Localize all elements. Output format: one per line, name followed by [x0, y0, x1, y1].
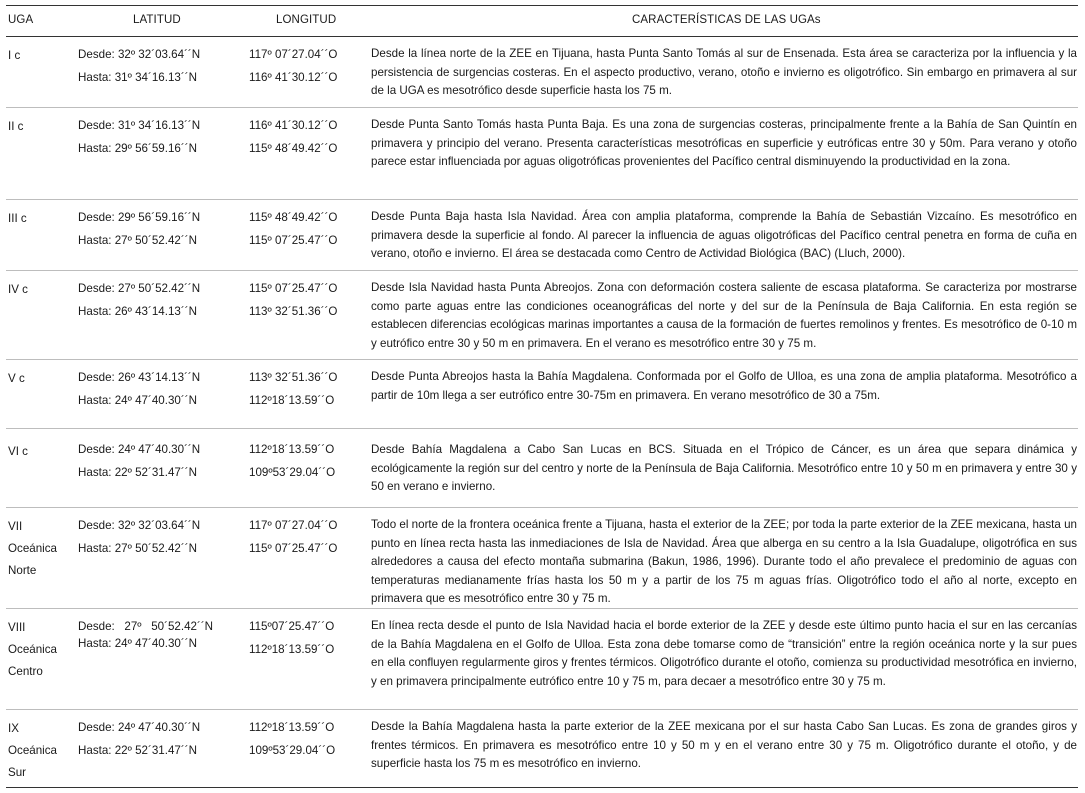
lat-desde: Desde: 27º 50´52.42´´N [78, 620, 214, 633]
lat-desde: Desde: 26º 43´14.13´´N [78, 371, 201, 384]
lon-desde: 113º 32´51.36´´O [249, 371, 338, 384]
lon-desde: 115º 48´49.42´´O [249, 211, 338, 224]
latitud-cell [78, 517, 200, 563]
lon-desde: 112º18´13.59´´O [249, 721, 335, 734]
lat-desde: Desde: 32º 32´03.64´´N [78, 48, 201, 61]
description: Desde Punta Abreojos hasta la Bahía Magdalena. Conformada por el Golfo de Ulloa, es una zona de amplia plataforma. Mesotrófico a partir de 10m llega a ser eutrófico entre 30-75m en primavera. En verano mesotrófico de 30 a 75m. [371, 370, 1077, 402]
uga-id: IV c [8, 283, 28, 296]
table-row [6, 609, 1078, 710]
table-row [6, 360, 1078, 429]
table-row [6, 108, 1078, 200]
uga-id: III c [8, 212, 27, 225]
header-latitud: LATITUD [133, 14, 181, 26]
longitud-cell [249, 369, 337, 415]
latitud-cell [78, 117, 200, 163]
lon-desde: 112º18´13.59´´O [249, 443, 335, 456]
header-caracteristicas: CARACTERÍSTICAS DE LAS UGAs [632, 14, 821, 26]
lon-hasta: 109º53´29.04´´O [249, 744, 336, 757]
lat-hasta: Hasta: 29º 56´59.16´´N [78, 142, 197, 155]
lat-hasta: Hasta: 26º 43´14.13´´N [78, 305, 197, 318]
uga-id: I c [8, 49, 21, 62]
lat-hasta: Hasta: 27º 50´52.42´´N [78, 542, 197, 555]
lon-hasta: 116º 41´30.12´´O [249, 71, 338, 84]
latitud-cell [78, 280, 200, 326]
longitud-cell [249, 117, 337, 163]
lat-hasta: Hasta: 24º 47´40.30´´N [78, 394, 197, 407]
description: Desde la Bahía Magdalena hasta la parte exterior de la ZEE mexicana por el sur hasta Cabo San Lucas. Es zona de grandes giros y frentes térmicos. En primavera es mesotrófico entre 10 y 50 m y en el verano entre 30 y 75 m. Oligotrófico durante el otoño, y de superficie hasta los 75 m es mesotrófico en invierno. [371, 720, 1077, 771]
longitud-cell [249, 46, 337, 92]
lon-desde: 115º07´25.47´´O [249, 620, 335, 633]
table-row [6, 200, 1078, 271]
description: Desde Bahía Magdalena a Cabo San Lucas en BCS. Situada en el Trópico de Cáncer, es un área que separa dinámica y ecológicamente la región sur del centro y norte de la Península de Baja California. Mesotrófico entre 10 y 50 m en primavera y entre 30 y 50 en verano e invierno. [371, 443, 1077, 494]
uga-id: VI c [8, 445, 28, 458]
latitud-cell [78, 618, 213, 658]
lon-hasta: 112º18´13.59´´O [249, 394, 335, 407]
lon-hasta: 109º53´29.04´´O [249, 466, 336, 479]
header-longitud: LONGITUD [276, 14, 337, 26]
lat-desde: Desde: 27º 50´52.42´´N [78, 282, 201, 295]
latitud-cell [78, 46, 200, 92]
longitud-cell [249, 517, 337, 563]
latitud-cell [78, 209, 200, 255]
uga-id: II c [8, 120, 24, 133]
lon-desde: 115º 07´25.47´´O [249, 282, 338, 295]
table-row [6, 37, 1078, 108]
latitud-cell [78, 719, 200, 765]
table-row [6, 508, 1078, 609]
longitud-cell [249, 441, 335, 487]
latitud-cell [78, 441, 200, 487]
description: Todo el norte de la frontera oceánica frente a Tijuana, hasta el exterior de la ZEE; por toda la parte exterior de la ZEE mexicana, hasta un punto en línea recta hasta las inmediaciones de Isla de Navidad. Área que alberga en su centro a la Isla Guadalupe, oligotrófica en sus alrededores a causa del efecto montaña submarina (Bakun, 1986, 1996). Durante todo el año prevalece el predominio de aguas con temperaturas medianamente frías hasta los 50 m y a partir de los 75 m aguas frías. Oligotrófico todo el año al norte, excepto en primavera que es mesotrófico entre 30 y 75 m. [371, 518, 1077, 606]
lat-hasta: Hasta: 22º 52´31.47´´N [78, 744, 197, 757]
lon-desde: 117º 07´27.04´´O [249, 48, 338, 61]
description: En línea recta desde el punto de Isla Navidad hacia el borde exterior de la ZEE y desde este último punto hacia el sur en las cercanías de la Bahía Magdalena en el Golfo de Ulloa. Esta zona debe tomarse como de “transición” entre la región oceánica norte y la sur pues en ella confluyen regularmente giros y frentes térmicos. Oligotrófico durante el otoño, comienza su productividad mesotrófica en invierno, y en primavera principalmente eutrófico entre 10 y 75 m, para decaer a mesotrófico entre 30 y 75 m. [371, 619, 1077, 688]
lon-desde: 117º 07´27.04´´O [249, 519, 338, 532]
lon-hasta: 115º 07´25.47´´O [249, 542, 338, 555]
latitud-cell [78, 369, 200, 415]
description: Desde Isla Navidad hasta Punta Abreojos. Zona con deformación costera saliente de escasa plataforma. Se caracteriza por mostrarse como parte aguas entre las condiciones oceanográficas del norte y del sur de la Península de Baja California. En esta región se establecen diferencias ecológicas marinas importantes a causa de la formación de fuertes remolinos y frentes. Es mesotrófico de 0-10 m y eutrófico entre 30 y 50 m en primavera. En el verano es mesotrófico entre 30 y 75 m. [371, 281, 1077, 350]
description: Desde la línea norte de la ZEE en Tijuana, hasta Punta Santo Tomás al sur de Ensenada. Esta área se caracteriza por la influencia y la persistencia de surgencias costeras. En el aspecto productivo, verano, otoño e invierno es oligotrófico. Sin embargo en primavera al sur de la UGA es mesotrófico desde superficie hasta los 75 m. [371, 47, 1077, 98]
uga-id: VII Oceánica Norte [8, 520, 57, 577]
table-row [6, 429, 1078, 508]
lon-desde: 116º 41´30.12´´O [249, 119, 338, 132]
lat-hasta: Hasta: 27º 50´52.42´´N [78, 234, 197, 247]
longitud-cell [249, 280, 337, 326]
longitud-cell [249, 618, 334, 664]
lon-hasta: 115º 48´49.42´´O [249, 142, 338, 155]
lat-hasta: Hasta: 22º 52´31.47´´N [78, 466, 197, 479]
longitud-cell [249, 719, 335, 765]
description: Desde Punta Santo Tomás hasta Punta Baja. Es una zona de surgencias costeras, principalmente frente a la Bahía de San Quintín en primavera y principio del verano. Presenta características mesotróficas en superficie y eutróficas entre 30 y 50m. Para verano y otoño parece estar influenciada por aguas oligotróficas provenientes del Pacífico central disminuyendo la productividad en la zona. [371, 118, 1077, 169]
table-top-rule [6, 5, 1078, 6]
uga-id: VIII Oceánica Centro [8, 621, 57, 678]
longitud-cell [249, 209, 337, 255]
lat-hasta: Hasta: 31º 34´16.13´´N [78, 71, 197, 84]
lat-desde: Desde: 31º 34´16.13´´N [78, 119, 201, 132]
lon-hasta: 112º18´13.59´´O [249, 643, 335, 656]
lon-hasta: 115º 07´25.47´´O [249, 234, 338, 247]
description: Desde Punta Baja hasta Isla Navidad. Área con amplia plataforma, comprende la Bahía de Sebastián Vizcaíno. Es mesotrófico en primavera desde la superficie al fondo. Al parecer la influencia de aguas oligotróficas del Pacífico central penetra en forma de cuña en verano, otoño e invierno. El área se destacada como Centro de Actividad Biológica (BAC) (Lluch, 2000). [371, 210, 1077, 261]
table-row [6, 271, 1078, 360]
uga-id: V c [8, 372, 25, 385]
uga-id: IX Oceánica Sur [8, 722, 57, 779]
header-uga: UGA [8, 14, 34, 26]
lat-desde: Desde: 24º 47´40.30´´N [78, 721, 201, 734]
lat-desde: Desde: 29º 56´59.16´´N [78, 211, 201, 224]
lon-hasta: 113º 32´51.36´´O [249, 305, 338, 318]
table-row [6, 710, 1078, 788]
lat-desde: Desde: 24º 47´40.30´´N [78, 443, 201, 456]
lat-hasta: Hasta: 24º 47´40.30´´N [78, 637, 197, 650]
lat-desde: Desde: 32º 32´03.64´´N [78, 519, 201, 532]
